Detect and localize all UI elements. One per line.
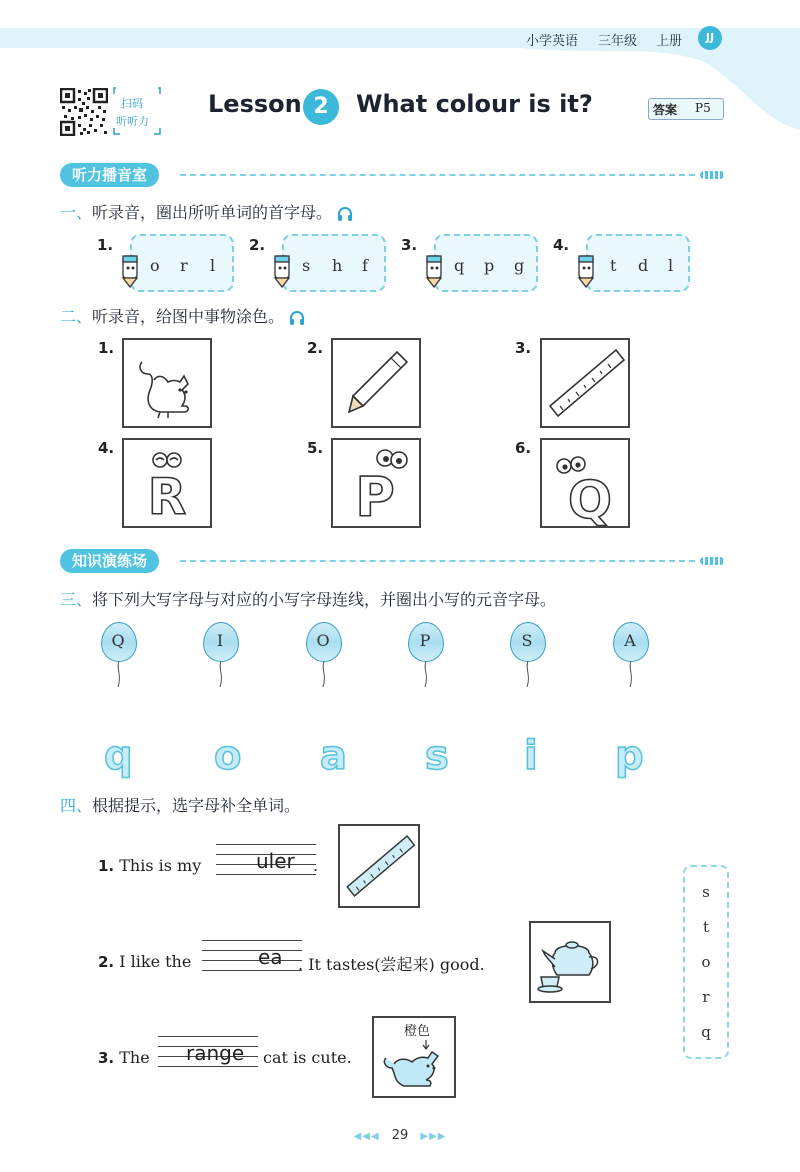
part3-number: 三、 (60, 590, 93, 609)
pencil-icon (333, 340, 419, 426)
page-number: 29 (391, 1128, 409, 1143)
sentence-end: . It tastes(尝起来) good. (298, 955, 485, 974)
letter-r-icon (124, 440, 210, 526)
part4-heading (60, 793, 300, 816)
answer-label: 答案 (653, 103, 678, 117)
header-grade: 三年级 (598, 34, 638, 49)
sentence-text: The (119, 1048, 150, 1067)
part4-number: 四、 (60, 796, 93, 815)
letter-choice-box[interactable] (282, 234, 386, 292)
letter-choice-box[interactable] (130, 234, 234, 292)
letter-option[interactable]: t (702, 918, 710, 936)
qr-code-icon[interactable] (60, 88, 108, 136)
answer-page: P5 (695, 101, 711, 115)
teapot-icon (531, 923, 609, 1001)
header-volume: 上册 (656, 34, 683, 49)
letter-option[interactable]: q (701, 1023, 711, 1041)
left-arrows: ◀◀◀ (353, 1131, 380, 1142)
balloon[interactable] (101, 622, 137, 662)
letter-option[interactable]: o (701, 953, 711, 971)
balloon-string (216, 661, 226, 687)
big-letter: R (147, 468, 187, 526)
scan-label-2: 听听力 (116, 115, 149, 128)
letter-option[interactable]: f (362, 256, 368, 275)
part2-heading (60, 304, 305, 327)
letter-option[interactable]: p (484, 256, 495, 275)
letter-option[interactable]: l (210, 256, 216, 275)
letter-option[interactable]: q (454, 256, 465, 275)
item-number: 1. (97, 236, 114, 254)
sentence-number: 3. (98, 1049, 115, 1067)
picture-box-letter-r[interactable] (122, 438, 212, 528)
item-number: 5. (307, 439, 324, 457)
sentence-text: This is my (119, 856, 202, 875)
section-bar-end (700, 557, 724, 565)
part2-number: 二、 (60, 307, 93, 326)
item-number: 4. (553, 236, 570, 254)
picture-box-pencil[interactable] (331, 338, 421, 428)
balloon-string (114, 661, 124, 687)
letter-option[interactable]: s (302, 256, 311, 275)
pencil-mascot-icon (423, 254, 445, 288)
pencil-mascot-icon (575, 254, 597, 288)
section-practice-banner: 知识演练场 (60, 549, 159, 573)
lowercase-letter[interactable]: i (524, 733, 538, 779)
lesson-number: 2 (303, 89, 339, 125)
picture-box-letter-p[interactable] (331, 438, 421, 528)
part3-instruction: 将下列大写字母与对应的小写字母连线，并圈出小写的元音字母。 (92, 590, 557, 609)
ruler-icon (340, 826, 418, 906)
headphone-icon[interactable] (289, 310, 305, 326)
letter-choice-box[interactable] (586, 234, 690, 292)
sentence-number: 1. (98, 857, 115, 875)
picture-box-letter-q[interactable] (540, 438, 630, 528)
uppercase-letter: O (316, 631, 330, 650)
part3-heading (60, 587, 556, 610)
lowercase-letter[interactable]: s (425, 733, 449, 779)
part1-heading (60, 200, 353, 223)
part2-instruction: 听录音，给图中事物涂色。 (92, 307, 285, 326)
balloon[interactable] (613, 622, 649, 662)
lesson-word: Lesson (208, 90, 302, 118)
letter-option[interactable]: s (702, 883, 710, 901)
balloon[interactable] (408, 622, 444, 662)
headphone-icon[interactable] (337, 206, 353, 222)
item-number: 3. (401, 236, 418, 254)
right-arrows: ▶▶▶ (420, 1131, 447, 1142)
section-bar-end (700, 171, 724, 179)
fill-word: range (186, 1041, 245, 1065)
letter-p-icon (333, 440, 419, 526)
pencil-mascot-icon (119, 254, 141, 288)
part1-number: 一、 (60, 203, 93, 222)
lowercase-letter[interactable]: o (214, 733, 242, 779)
letter-option[interactable]: h (332, 256, 343, 275)
balloon[interactable] (510, 622, 546, 662)
ruler-icon (542, 340, 628, 426)
picture-box-cat[interactable] (122, 338, 212, 428)
letter-q-icon (542, 440, 628, 526)
letter-choice-box[interactable] (434, 234, 538, 292)
sentence-text: I like the (119, 952, 192, 971)
hint-label: 橙色 (404, 1024, 431, 1039)
balloon[interactable] (306, 622, 342, 662)
section-divider (180, 174, 695, 176)
balloon-string (523, 661, 533, 687)
hint-picture-ruler (338, 824, 420, 908)
sentence-end: . (313, 856, 319, 875)
big-letter: P (355, 466, 395, 526)
page-footer (340, 1128, 460, 1143)
letter-option[interactable]: t (610, 256, 617, 275)
item-number: 1. (98, 339, 115, 357)
part1-instruction: 听录音，圈出所听单词的首字母。 (92, 203, 333, 222)
uppercase-letter: S (521, 631, 533, 650)
big-letter: Q (567, 471, 613, 526)
item-number: 2. (249, 236, 266, 254)
letter-option[interactable]: l (668, 256, 674, 275)
header-subject: 小学英语 (526, 34, 579, 49)
balloon-string (421, 661, 431, 687)
hint-picture-tea (529, 921, 611, 1003)
letter-option[interactable]: o (150, 256, 160, 275)
answer-reference[interactable] (648, 98, 724, 120)
uppercase-letter: Q (111, 631, 125, 650)
lowercase-letter[interactable]: a (320, 733, 347, 779)
sentence-number: 2. (98, 953, 115, 971)
fill-word: ea (258, 945, 283, 969)
part4-instruction: 根据提示，选字母补全单词。 (92, 796, 301, 815)
picture-box-ruler[interactable] (540, 338, 630, 428)
item-number: 2. (307, 339, 324, 357)
balloon-string (319, 661, 329, 687)
balloon[interactable] (203, 622, 239, 662)
letter-option[interactable]: g (514, 256, 525, 275)
uppercase-letter: A (624, 631, 636, 650)
uppercase-letter: P (419, 631, 431, 650)
section-divider (180, 560, 695, 562)
edition-badge: JJ (698, 26, 722, 50)
item-number: 4. (98, 439, 115, 457)
section-listening-banner: 听力播音室 (60, 163, 159, 187)
lowercase-letter[interactable]: p (615, 733, 644, 779)
sentence-end: cat is cute. (263, 1048, 352, 1067)
item-number: 6. (515, 439, 532, 457)
pencil-mascot-icon (271, 254, 293, 288)
fill-word: uler (256, 849, 295, 873)
balloon-string (626, 661, 636, 687)
sentence-3 (98, 1048, 150, 1067)
uppercase-letter: I (216, 631, 224, 650)
letter-option[interactable]: d (638, 256, 649, 275)
hint-picture-cat (372, 1016, 456, 1098)
item-number: 3. (515, 339, 532, 357)
letter-options-box (683, 865, 729, 1059)
letter-option[interactable]: r (180, 256, 188, 275)
letter-option[interactable]: r (702, 988, 710, 1006)
lowercase-letter[interactable]: q (104, 733, 133, 779)
sentence-1 (98, 856, 201, 875)
sentence-2 (98, 952, 191, 971)
page-title: What colour is it? (356, 90, 593, 118)
handwriting-lines[interactable] (202, 940, 302, 980)
cat-icon (124, 340, 210, 426)
scan-label-1: 扫码 (121, 97, 143, 110)
